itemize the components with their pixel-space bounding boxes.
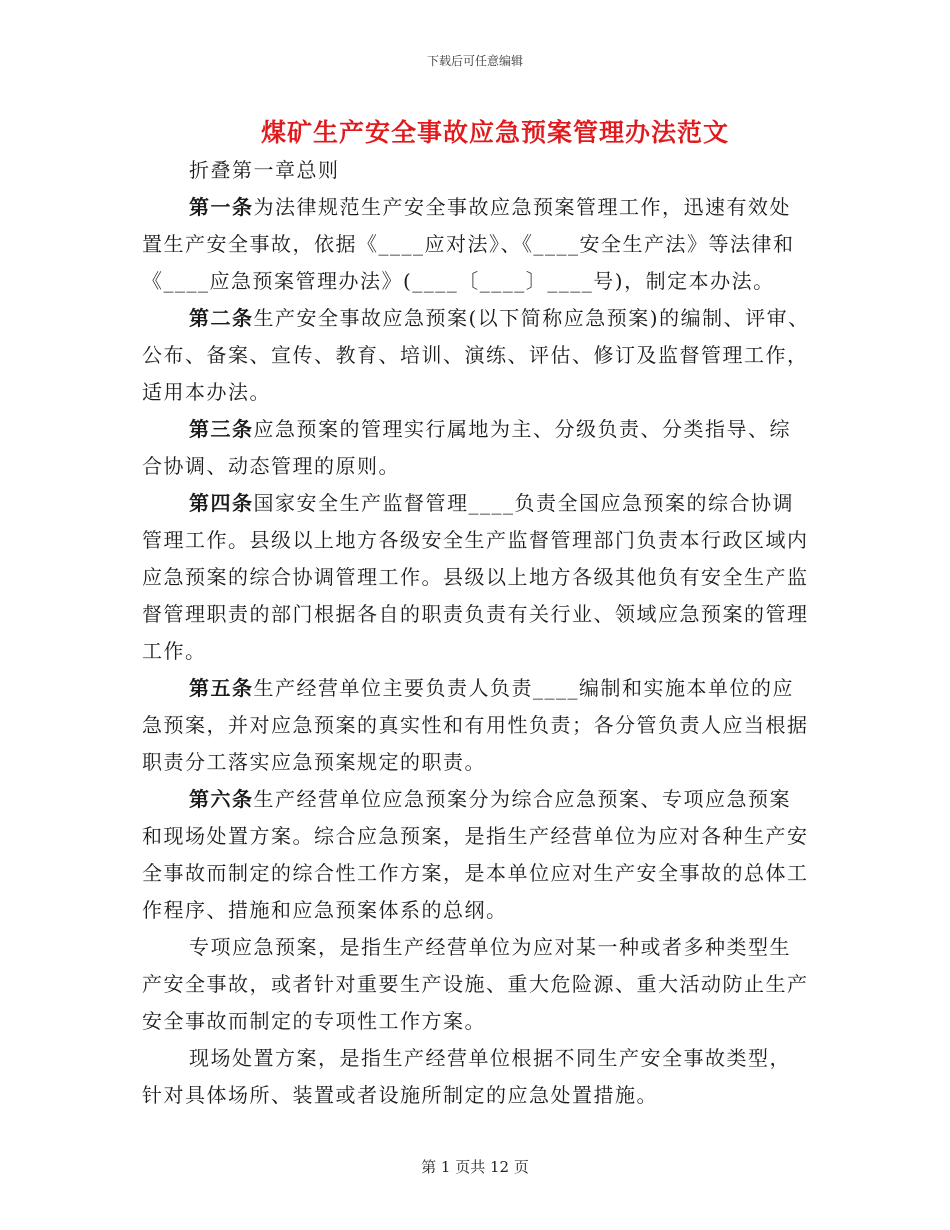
page-header: 下载后可任意编辑 xyxy=(426,54,523,68)
document-title: 煤矿生产安全事故应急预案管理办法范文 xyxy=(260,118,729,147)
article-text: 国家安全生产监督管理____负责全国应急预案的综合协调管理工作。县级以上地方各级安全生产监督管理部门负责本行政区域内应急预案的综合协调管理工作。县级以上地方各级其他负有安全生产监督管理职责的部门根据各自的职责负责有关行业、领域应急预案的管理工作。 xyxy=(142,491,809,663)
article-text: 生产经营单位主要负责人负责____编制和实施本单位的应急预案，并对应急预案的真实性和有用性负责；各分管负责人应当根据职责分工落实应急预案规定的职责。 xyxy=(142,676,809,774)
article-text: 生产安全事故应急预案(以下简称应急预案)的编制、评审、公布、备案、宣传、教育、培训、演练、评估、修订及监督管理工作，适用本办法。 xyxy=(142,306,810,404)
article-1 xyxy=(142,189,812,300)
article-label: 第六条 xyxy=(189,787,254,811)
article-text: 生产经营单位应急预案分为综合应急预案、专项应急预案和现场处置方案。综合应急预案，是指生产经营单位为应对各种生产安全事故而制定的综合性工作方案，是本单位应对生产安全事故的总体工作程序、措施和应急预案体系的总纲。 xyxy=(142,787,809,922)
chapter-heading: 折叠第一章总则 xyxy=(189,158,340,182)
page-footer: 第 1 页共 12 页 xyxy=(421,1158,529,1176)
article-label: 第四条 xyxy=(189,491,254,515)
article-label: 第五条 xyxy=(189,676,254,700)
article-label: 第二条 xyxy=(189,306,254,330)
paragraph-special-plan: 专项应急预案，是指生产经营单位为应对某一种或者多种类型生产安全事故，或者针对重要生产设施、重大危险源、重大活动防止生产安全事故而制定的专项性工作方案。 xyxy=(142,935,809,1033)
article-label: 第三条 xyxy=(189,417,254,441)
paragraph-onsite-plan: 现场处置方案，是指生产经营单位根据不同生产安全事故类型，针对具体场所、装置或者设施所制定的应急处置措施。 xyxy=(142,1046,791,1107)
article-text: 为法律规范生产安全事故应急预案管理工作，迅速有效处置生产安全事故，依据《____应对法》、《____安全生产法》等法律和《____应急预案管理办法》(____〔____〕____号)，制定本办法。 xyxy=(142,195,795,293)
article-3 xyxy=(142,411,812,485)
article-5 xyxy=(142,670,812,781)
article-text: 应急预案的管理实行属地为主、分级负责、分类指导、综合协调、动态管理的原则。 xyxy=(142,417,791,478)
article-6 xyxy=(142,781,812,929)
article-label: 第一条 xyxy=(189,195,254,219)
article-2 xyxy=(142,300,812,411)
document-body xyxy=(142,152,812,1114)
article-4 xyxy=(142,485,812,670)
